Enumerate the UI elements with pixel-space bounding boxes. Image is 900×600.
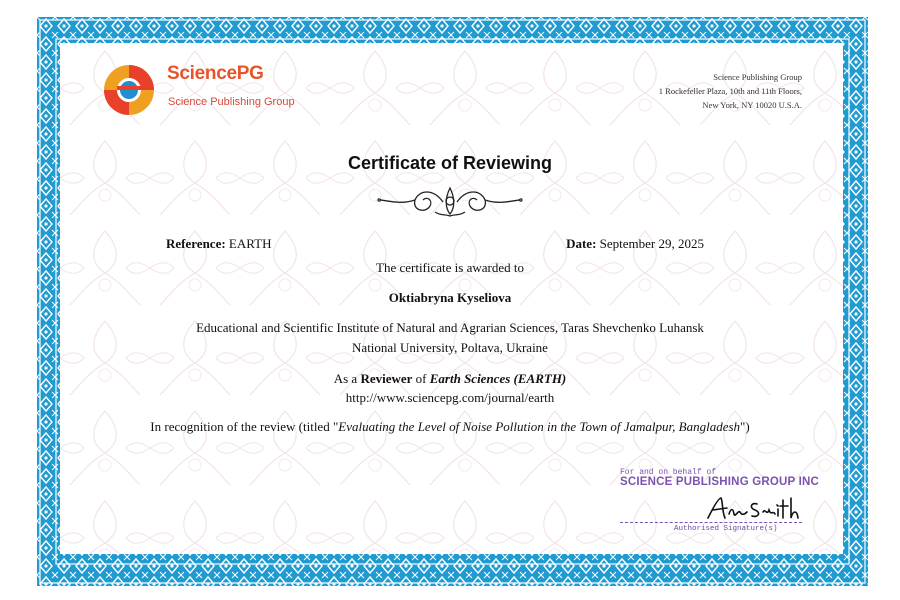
address-line: New York, NY 10020 U.S.A. <box>702 100 802 110</box>
role-label: Reviewer <box>360 371 413 386</box>
recognition-line <box>0 419 900 435</box>
role-line <box>0 371 900 387</box>
review-title: Evaluating the Level of Noise Pollution in the Town of Jamalpur, Bangladesh <box>338 419 741 434</box>
certificate-title: Certificate of Reviewing <box>347 153 553 173</box>
date-line <box>566 236 704 252</box>
role-prefix: As a <box>333 371 361 386</box>
journal-url: http://www.sciencepg.com/journal/earth <box>345 390 555 405</box>
logo-subtitle: Science Publishing Group <box>168 96 295 108</box>
address-line: 1 Rockefeller Plaza, 10th and 11th Floors, <box>658 86 802 96</box>
journal-name: Earth Sciences (EARTH) <box>429 371 567 386</box>
sciencepg-logo-icon <box>103 64 155 116</box>
date-value: September 29, 2025 <box>599 236 704 251</box>
authorised-signature-label: Authorised Signature(s) <box>674 525 778 533</box>
flourish-ornament-icon <box>375 180 525 220</box>
recognition-prefix: In recognition of the review (titled " <box>150 419 339 434</box>
on-behalf-text: For and on behalf of <box>620 468 717 477</box>
affiliation-line-1: Educational and Scientific Institute of Natural and Agrarian Sciences, Taras Shevchenko Luhansk <box>196 320 704 335</box>
address-line: Science Publishing Group <box>713 72 802 82</box>
affiliation-line-2: National University, Poltava, Ukraine <box>352 340 548 355</box>
date-label: Date: <box>566 236 597 251</box>
signature-rule <box>620 522 802 523</box>
stamp-organization: SCIENCE PUBLISHING GROUP INC <box>620 476 819 488</box>
logo-name: SciencePG <box>167 63 264 84</box>
reference-label: Reference: <box>166 236 226 251</box>
awarded-to-text: The certificate is awarded to <box>376 260 524 275</box>
role-of: of <box>412 371 430 386</box>
publisher-address <box>552 70 802 112</box>
recognition-suffix: ") <box>740 419 750 434</box>
handwritten-signature <box>705 494 800 522</box>
recipient-name: Oktiabryna Kyseliova <box>388 290 512 305</box>
reference-value: EARTH <box>228 236 272 251</box>
reference-line <box>166 236 271 252</box>
